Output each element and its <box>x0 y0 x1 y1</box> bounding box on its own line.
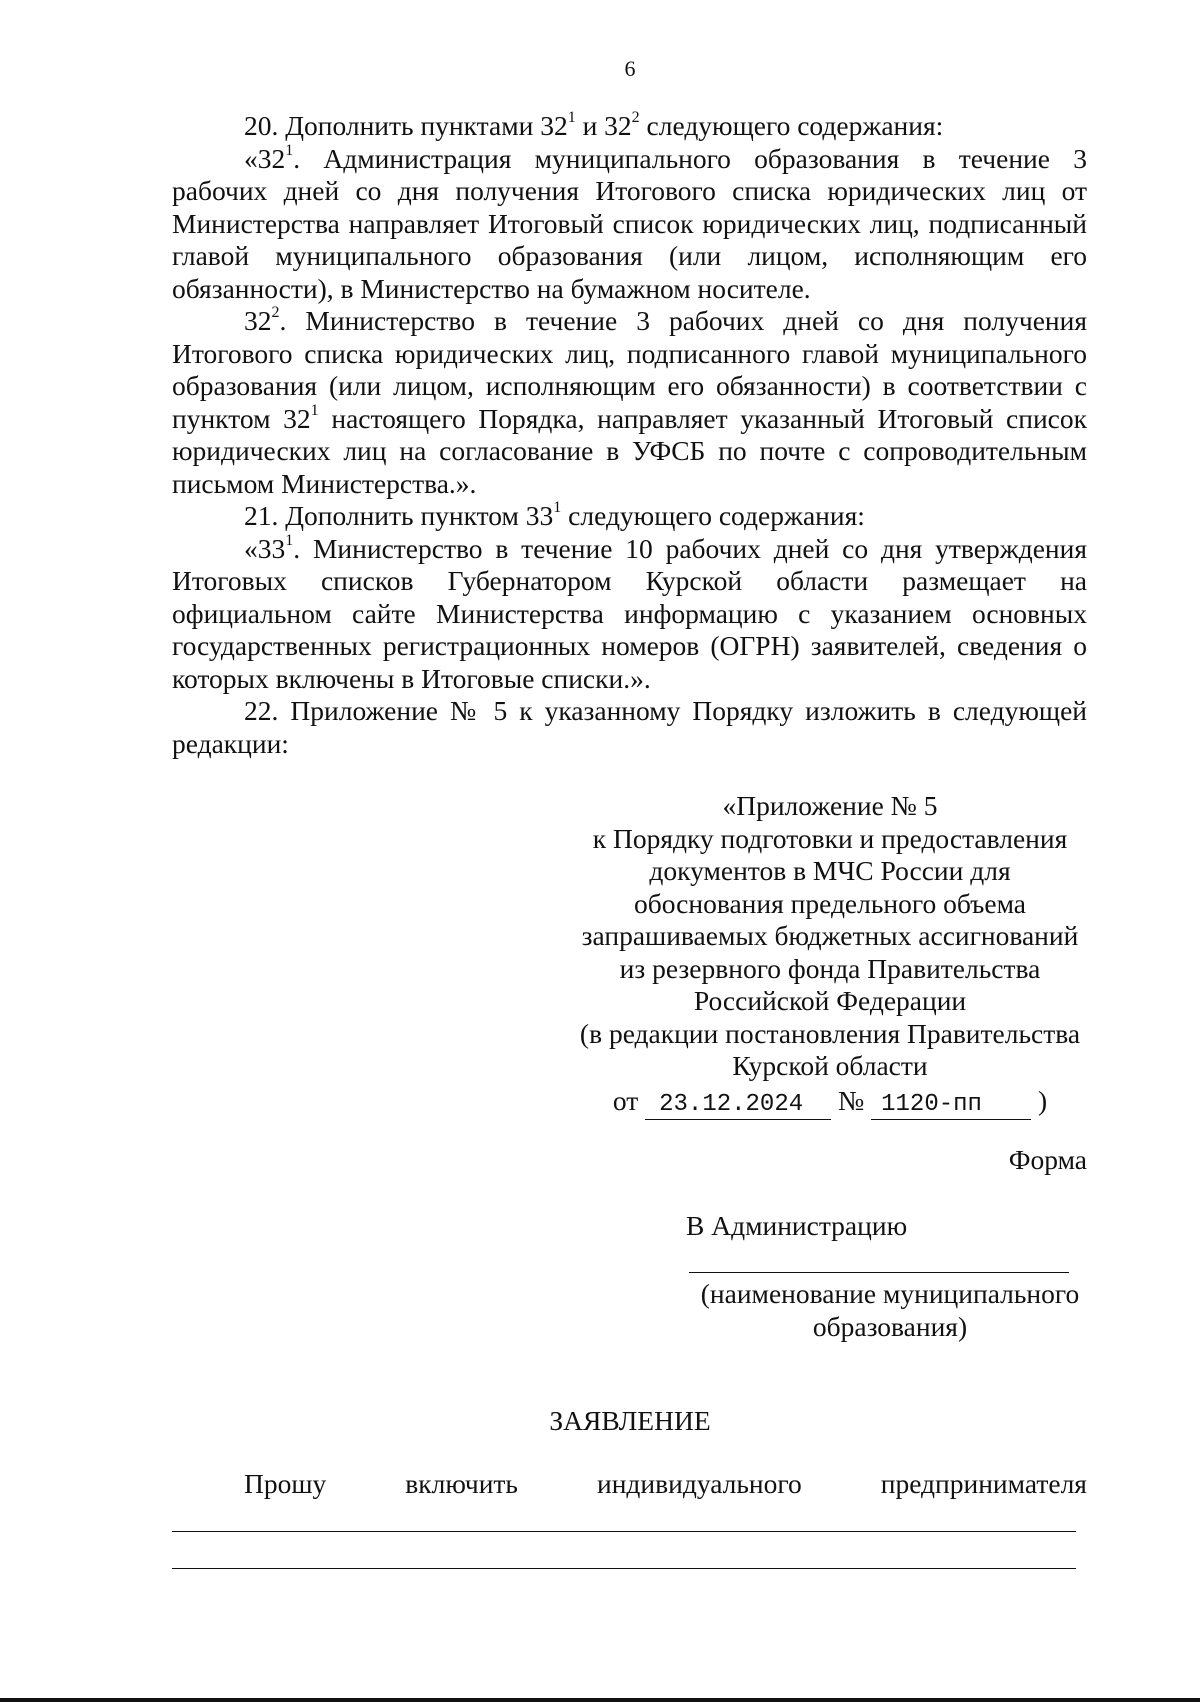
appendix-line: документов в МЧС России для <box>649 855 1011 886</box>
paragraph-20: 20. Дополнить пунктами $32^1$ и $32^2$ следующего содержания: <box>244 109 944 141</box>
document-title: ЗАЯВЛЕНИЕ <box>549 1405 711 1436</box>
blank-fill-line <box>172 1568 1076 1569</box>
resolution-date-line <box>560 1085 1100 1120</box>
page-number: 6 <box>624 56 636 81</box>
appendix-line: из резервного фонда Правительства <box>619 952 1041 984</box>
appendix-line: (в редакции постановления Правительства <box>579 1017 1081 1049</box>
paragraph-21: 21. Дополнить пунктом $33^1$ следующего содержания: <box>244 499 865 531</box>
appendix-header <box>560 790 1100 1120</box>
resolution-date: 23.12.2024 <box>645 1091 831 1120</box>
appendix-line: «Приложение № 5 <box>722 790 938 821</box>
appendix-line: Российской Федерации <box>693 985 967 1016</box>
from-label: от <box>612 1084 639 1116</box>
number-label: № <box>837 1084 865 1116</box>
resolution-number: 1120-пп <box>871 1091 1031 1120</box>
paragraph-33-1: «$33^1$. Министерство в течение 10 рабочих дней со дня утверждения Итоговых списков Губернатором Курской области размещает на официальном сайте Министерства информацию с указанием основных государственных регистрационных номеров (ОГРН) заявителей, сведения о которых включены в Итоговые списки.». <box>172 531 1087 694</box>
paragraph-22: 22. Приложение № 5 к указанному Порядку изложить в следующей редакции: <box>172 695 1087 759</box>
addressee-to: В Администрацию <box>686 1210 908 1241</box>
closing-paren: ) <box>1037 1084 1048 1116</box>
form-label: Форма <box>1008 1144 1087 1175</box>
scan-edge <box>0 1698 1200 1702</box>
paragraph-32-1: «$32^1$. Администрация муниципального образования в течение 3 рабочих дней со дня получения Итогового списка юридических лиц от Министерства направляет Итоговый список юридических лиц, подписанный главой муниципального образования (или лицом, исполняющим его обязанности), в Министерство на бумажном носителе. <box>172 141 1087 304</box>
request-word: предпринимателя <box>880 1468 1087 1499</box>
request-word: включить <box>405 1468 518 1499</box>
paragraph-32-2: $32^2$. Министерство в течение 3 рабочих дней со дня получения Итогового списка юридических лиц, подписанного главой муниципального образования (или лицом, исполняющим его обязанности) в соответствии с пунктом $32^1$ настоящего Порядка, направляет указанный Итоговый список юридических лиц на согласование в УФСБ по почте с сопроводительным письмом Министерства.». <box>172 304 1087 499</box>
appendix-line: Курской области <box>732 1050 928 1081</box>
addressee-blank-line <box>689 1272 1069 1273</box>
appendix-line: запрашиваемых бюджетных ассигнований <box>581 920 1079 951</box>
appendix-line: к Порядку подготовки и предоставления <box>592 822 1068 854</box>
request-line <box>172 1468 1087 1500</box>
request-word: индивидуального <box>596 1468 802 1499</box>
appendix-line: обоснования предельного объема <box>634 887 1026 919</box>
blank-fill-line <box>172 1531 1076 1532</box>
amendment-text <box>172 110 1087 760</box>
request-word: Прошу <box>244 1468 327 1499</box>
addressee-caption: (наименование муниципального образования) <box>700 1278 1080 1342</box>
